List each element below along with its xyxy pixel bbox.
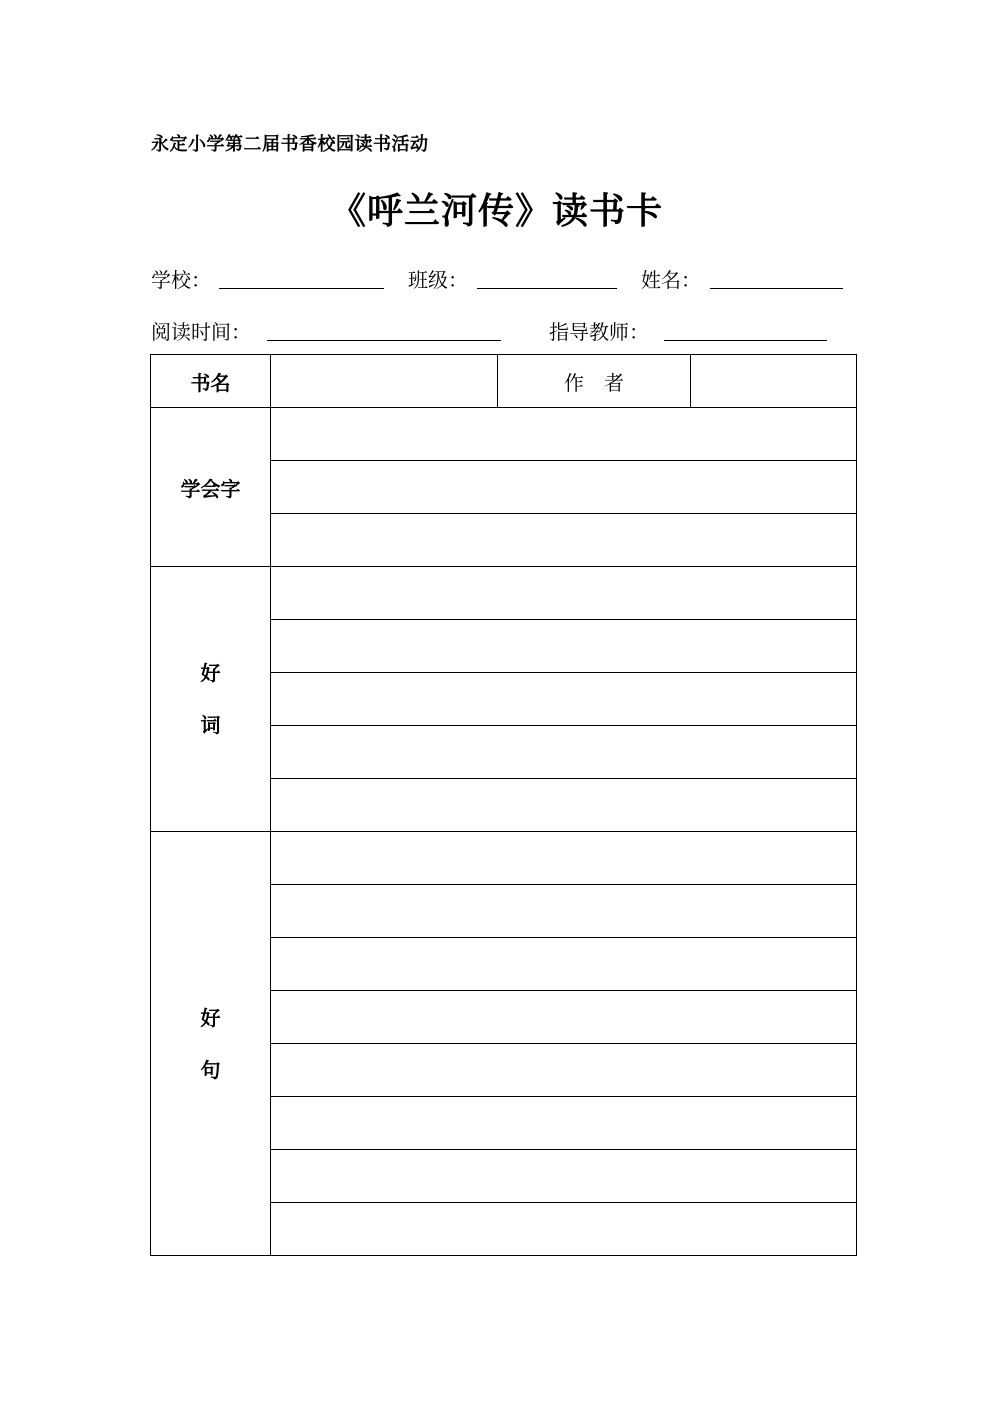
learned-words-label: 学会字 xyxy=(151,408,271,567)
page-title: 《呼兰河传》读书卡 xyxy=(329,190,663,232)
advisor-blank[interactable] xyxy=(664,340,827,341)
good-words-line[interactable] xyxy=(271,620,857,673)
good-sentences-line[interactable] xyxy=(271,885,857,938)
good-words-line[interactable] xyxy=(271,567,857,620)
good-sentences-line[interactable] xyxy=(271,1097,857,1150)
class-label: 班级： xyxy=(408,268,468,292)
name-field[interactable] xyxy=(641,264,701,293)
learned-words-line[interactable] xyxy=(271,408,857,461)
good-words-label-line2: 词 xyxy=(200,713,221,737)
school-blank[interactable] xyxy=(219,288,384,289)
good-words-label xyxy=(151,567,271,832)
advisor-field[interactable] xyxy=(549,316,649,345)
good-words-line[interactable] xyxy=(271,673,857,726)
book-name-label: 书名 xyxy=(151,355,271,408)
learned-words-line[interactable] xyxy=(271,514,857,567)
good-sentences-label-line1: 好 xyxy=(200,1005,221,1030)
good-sentences-line[interactable] xyxy=(271,938,857,991)
reading-time-label: 阅读时间： xyxy=(151,320,251,344)
author-label: 作 者 xyxy=(498,355,691,408)
reading-time-blank[interactable] xyxy=(267,340,501,341)
book-info-row xyxy=(151,355,857,408)
author-cell[interactable] xyxy=(691,355,857,408)
name-blank[interactable] xyxy=(710,288,843,289)
good-words-line[interactable] xyxy=(271,779,857,832)
learned-words-row xyxy=(151,408,857,461)
event-line: 永定小学第二届书香校园读书活动 xyxy=(151,134,429,155)
school-label: 学校： xyxy=(151,268,211,292)
good-sentences-label-line2: 句 xyxy=(200,1057,221,1082)
good-sentences-line[interactable] xyxy=(271,991,857,1044)
good-sentences-line[interactable] xyxy=(271,832,857,885)
learned-words-line[interactable] xyxy=(271,461,857,514)
good-words-row xyxy=(151,567,857,620)
good-sentences-row xyxy=(151,832,857,885)
name-label: 姓名： xyxy=(641,268,701,292)
good-words-line[interactable] xyxy=(271,726,857,779)
good-words-label-line1: 好 xyxy=(200,661,221,685)
book-name-cell[interactable] xyxy=(271,355,498,408)
reading-time-field[interactable] xyxy=(151,316,251,345)
class-blank[interactable] xyxy=(477,288,617,289)
good-sentences-line[interactable] xyxy=(271,1203,857,1256)
advisor-label: 指导教师： xyxy=(549,320,649,344)
school-field[interactable] xyxy=(151,264,211,293)
class-field[interactable] xyxy=(408,264,468,293)
good-sentences-line[interactable] xyxy=(271,1150,857,1203)
good-sentences-label xyxy=(151,832,271,1256)
reading-card-table xyxy=(150,354,857,1256)
good-sentences-line[interactable] xyxy=(271,1044,857,1097)
